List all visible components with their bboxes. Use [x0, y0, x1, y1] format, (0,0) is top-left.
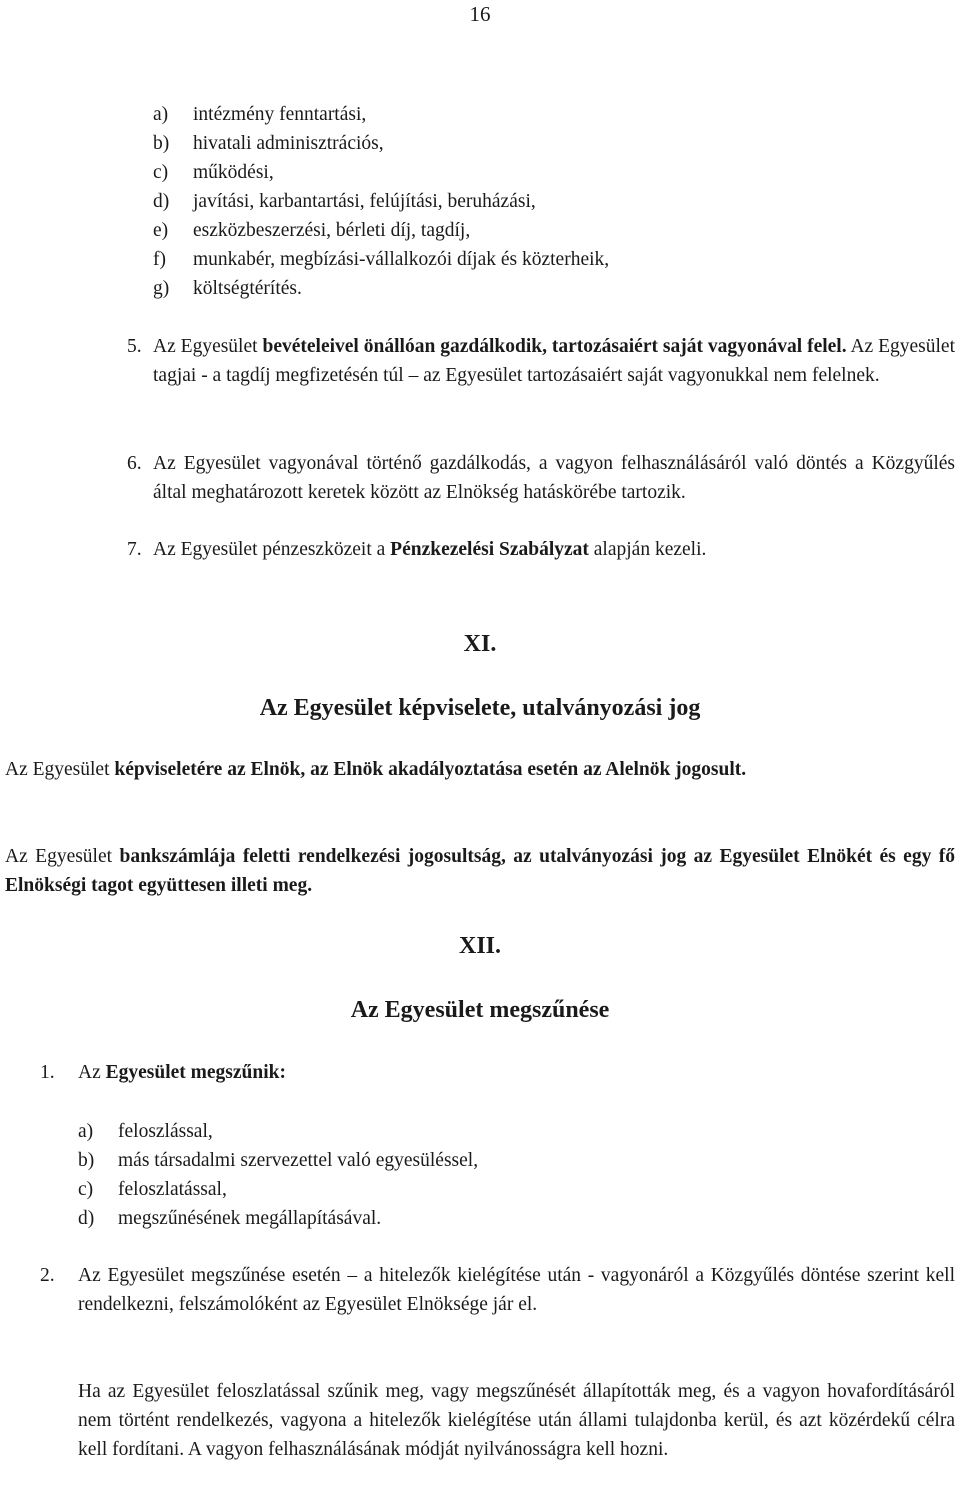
bold-text: bankszámlája feletti rendelkezési jogosultság, az utalványozási jog az Egyesület Elnökét és egy fő Elnökségi tagot együttesen illeti meg. — [5, 846, 955, 896]
list-item — [153, 216, 913, 245]
list-marker: b) — [153, 133, 170, 154]
list-item — [153, 129, 913, 158]
section-xi-number: XI. — [463, 631, 497, 657]
list-text: javítási, karbantartási, felújítási, beruházási, — [193, 191, 536, 212]
list-item — [153, 158, 913, 187]
paragraph-text: Az Egyesület vagyonával történő gazdálkodás, a vagyon felhasználásáról való döntés a Közgyűlés által meghatározott keretek között az Elnökség hatáskörébe tartozik. — [153, 453, 955, 503]
section-xi-paragraph-2 — [5, 842, 955, 900]
list-item — [78, 1175, 878, 1204]
list-marker: g) — [153, 278, 170, 299]
section-xi-paragraph-1 — [5, 755, 955, 784]
paragraph-6 — [127, 449, 955, 507]
list-marker: c) — [78, 1179, 94, 1200]
dissolution-list — [78, 1117, 878, 1233]
list-text: feloszlással, — [118, 1121, 213, 1142]
text-run: Az — [78, 1062, 106, 1083]
paragraph-number: 2. — [40, 1265, 55, 1286]
bold-text: Pénzkezelési Szabályzat — [390, 539, 589, 560]
list-text: hivatali adminisztrációs, — [193, 133, 384, 154]
list-item — [78, 1117, 878, 1146]
closing-paragraph: Ha az Egyesület feloszlatással szűnik meg, vagy megszűnését állapították meg, és a vagyon hovafordításáról nem történt rendelkezés, vagyona a hitelezők kielégítése után állami tulajdonba kerül, és azt közérdekű célra kell fordítani. A vagyon felhasználásának módját nyilvánosságra kell hozni. — [78, 1381, 955, 1460]
paragraph-text: Az Egyesület megszűnése esetén – a hitelezők kielégítése után - vagyonáról a Közgyűlés döntése szerint kell rendelkezni, felszámolóként az Egyesület Elnöksége jár el. — [78, 1265, 955, 1315]
roman-numeral: XII. — [458, 933, 501, 959]
paragraph-number: 7. — [127, 539, 142, 560]
list-text: megszűnésének megállapításával. — [118, 1208, 382, 1229]
section-xii-number — [0, 932, 960, 961]
section-xii-item-2 — [40, 1261, 955, 1319]
list-marker: d) — [78, 1208, 95, 1229]
list-marker: b) — [78, 1150, 95, 1171]
paragraph-text — [153, 332, 955, 390]
list-marker: d) — [153, 191, 170, 212]
list-marker: e) — [153, 220, 169, 241]
list-item — [153, 100, 913, 129]
list-item — [153, 187, 913, 216]
paragraph-text — [153, 535, 955, 564]
list-item — [78, 1204, 878, 1233]
text-run: alapján kezeli. — [588, 539, 707, 560]
section-xi-title: Az Egyesület képviselete, utalványozási jog — [259, 695, 701, 721]
text-run: Az Egyesület — [153, 336, 263, 357]
bold-text: Egyesület megszűnik: — [105, 1062, 286, 1083]
text-run: Az Egyesület — [5, 759, 115, 780]
paragraph-text — [78, 1058, 286, 1087]
list-text: költségtérítés. — [193, 278, 302, 299]
paragraph-5 — [127, 332, 955, 390]
paragraph-number: 1. — [40, 1062, 55, 1083]
list-text: feloszlatással, — [118, 1179, 227, 1200]
list-item — [153, 274, 913, 303]
paragraph-number: 5. — [127, 336, 142, 357]
list-text: működési, — [193, 162, 274, 183]
section-xii-title — [0, 996, 960, 1025]
paragraph-number: 6. — [127, 453, 142, 474]
list-item — [78, 1146, 878, 1175]
list-text: munkabér, megbízási-vállalkozói díjak és közterheik, — [193, 249, 610, 270]
list-text: más társadalmi szervezettel való egyesüléssel, — [118, 1150, 479, 1171]
text-run: Az Egyesület — [5, 846, 120, 867]
title-text: Az Egyesület megszűnése — [350, 997, 610, 1023]
list-text: intézmény fenntartási, — [193, 104, 367, 125]
bold-text: bevételeivel önállóan gazdálkodik, tartozásaiért saját vagyonával felel. — [262, 336, 847, 357]
list-marker: c) — [153, 162, 169, 183]
page-number: 16 — [469, 2, 491, 26]
list-marker: f) — [153, 249, 166, 270]
list-marker: a) — [78, 1121, 94, 1142]
list-text: eszközbeszerzési, bérleti díj, tagdíj, — [193, 220, 471, 241]
text-run: Az Egyesület pénzeszközeit a — [153, 539, 391, 560]
text-run: Az Egyesület tagjai - a tagdíj megfizetésén túl – az Egyesület tartozásaiért saját vagyonukkal nem felelnek. — [153, 336, 956, 386]
list-item — [153, 245, 913, 274]
bold-text: képviseletére az Elnök, az Elnök akadályoztatása esetén az Alelnök jogosult. — [114, 759, 747, 780]
paragraph-7 — [127, 535, 955, 564]
expense-list — [153, 100, 913, 303]
list-marker: a) — [153, 104, 169, 125]
section-xii-item-1 — [40, 1058, 940, 1087]
